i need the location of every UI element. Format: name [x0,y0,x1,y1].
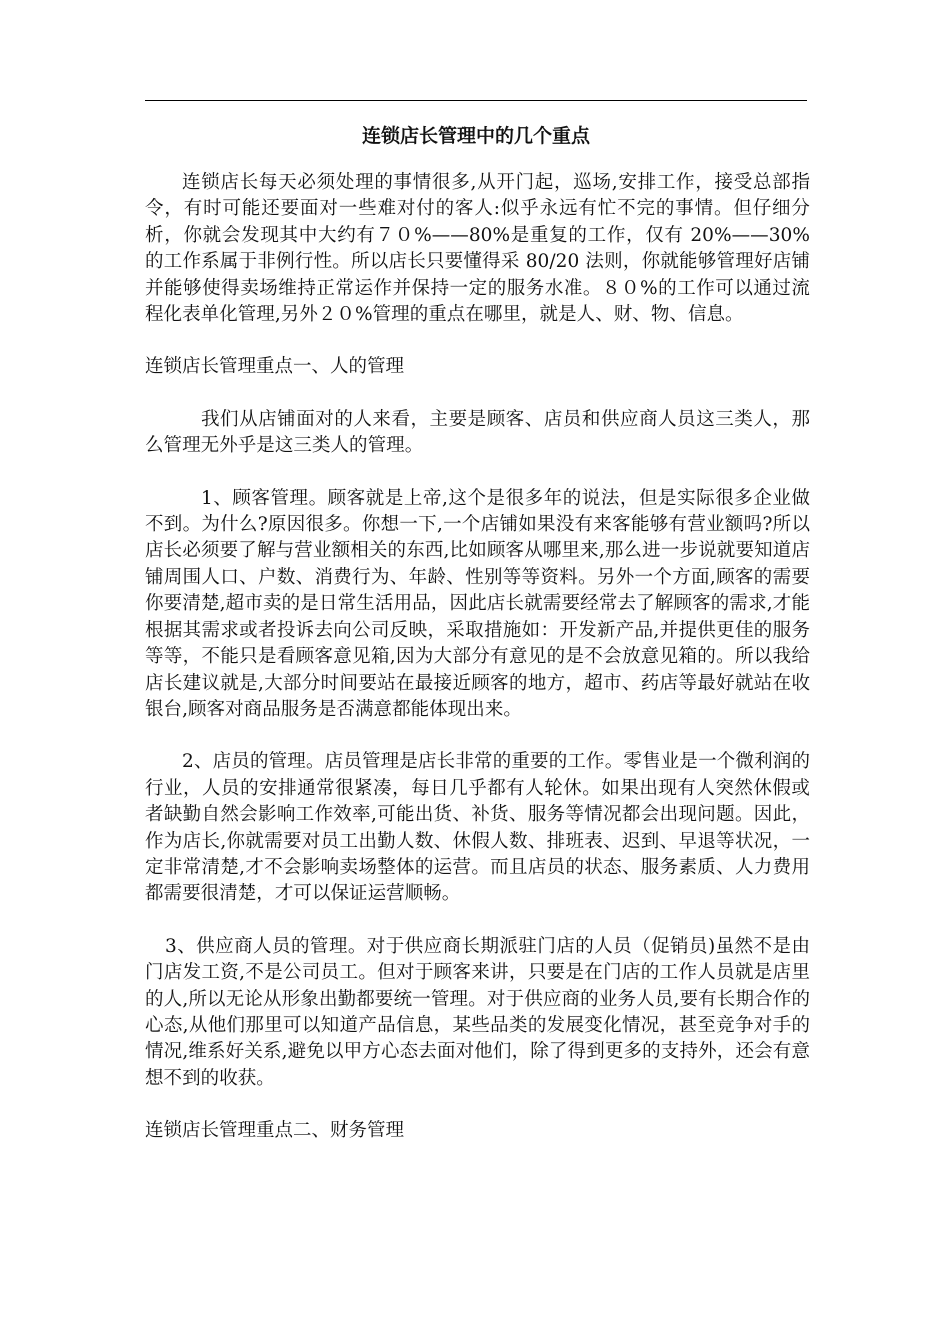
spacer [145,328,810,354]
customer-management-paragraph: 1、顾客管理。顾客就是上帝,这个是很多年的说法，但是实际很多企业做不到。为什么?原因很多。你想一下,一个店铺如果没有来客能够有营业额吗?所以店长必须要了解与营业额相关的东西,比如顾客从哪里来,那么进一步说就要知道店铺周围人口、户数、消费行为、年龄、性别等等资料。另外一个方面,顾客的需要你要清楚,超市卖的是日常生活用品，因此店长就需要经常去了解顾客的需求,才能根据其需求或者投诉去向公司反映，采取措施如：开发新产品,并提供更佳的服务等等，不能只是看顾客意见箱,因为大部分有意见的是不会放意见箱的。所以我给店长建议就是,大部分时间要站在最接近顾客的地方，超市、药店等最好就站在收银台,顾客对商品服务是否满意都能体现出来。 [145,487,810,720]
intro-paragraph: 连锁店长每天必须处理的事情很多,从开门起，巡场,安排工作，接受总部指令，有时可能还要面对一些难对付的客人:似乎永远有忙不完的事情。但仔细分析，你就会发现其中大约有７０%——80%是重复的工作，仅有 20%——30%的工作系属于非例行性。所以店长只要懂得采 80/20 法则，你就能够管理好店铺并能够使得卖场维持正常运作并保持一定的服务水准。８０%的工作可以通过流程化表单化管理,另外２０%管理的重点在哪里，就是人、财、物、信息。 [145,172,810,326]
supplier-management-paragraph: 3、供应商人员的管理。对于供应商长期派驻门店的人员（促销员)虽然不是由门店发工资,不是公司员工。但对于顾客来讲，只要是在门店的工作人员就是店里的人,所以无论从形象出勤都要统一管理。对于供应商的业务人员,要有长期合作的心态,从他们那里可以知道产品信息，某些品类的发展变化情况，甚至竞争对手的情况,维系好关系,避免以甲方心态去面对他们，除了得到更多的支持外，还会有意想不到的收获。 [145,935,810,1089]
section2-heading: 连锁店长管理重点二、财务管理 [145,1120,405,1142]
header-rule [145,100,807,101]
staff-management-paragraph: 2、店员的管理。店员管理是店长非常的重要的工作。零售业是一个微利润的行业，人员的安排通常很紧凑，每日几乎都有人轮休。如果出现有人突然休假或者缺勤自然会影响工作效率,可能出货、补货、服务等情况都会出现问题。因此，作为店长,你就需要对员工出勤人数、休假人数、排班表、迟到、早退等状况，一定非常清楚,才不会影响卖场整体的运营。而且店员的状态、服务素质、人力费用都需要很清楚，才可以保证运营顺畅。 [145,751,810,905]
document-title: 连锁店长管理中的几个重点 [361,125,590,147]
section1-heading: 连锁店长管理重点一、人的管理 [145,356,405,378]
spacer [145,460,810,486]
document-body [145,170,810,1145]
section1-intro-paragraph: 我们从店铺面对的人来看，主要是顾客、店员和供应商人员这三类人，那么管理无外乎是这三类人的管理。 [145,408,810,457]
spacer [145,381,810,407]
spacer [145,1092,810,1118]
spacer [145,908,810,934]
spacer [145,723,810,749]
